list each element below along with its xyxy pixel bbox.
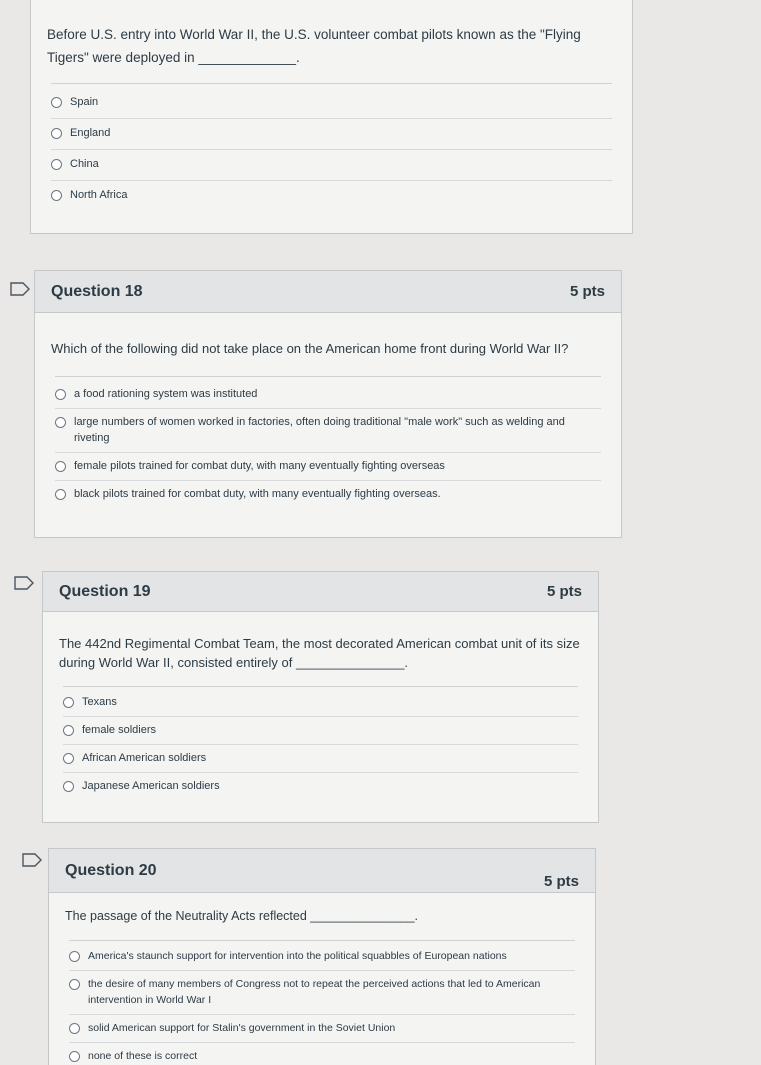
answer-label: England <box>70 127 111 139</box>
answer-label: none of these is correct <box>88 1050 198 1062</box>
answer-option[interactable] <box>51 150 612 181</box>
answer-label: the desire of many members of Congress not to repeat the perceived actions that led to American intervention in World War I <box>88 978 541 1006</box>
question-points: 5 pts <box>546 583 582 600</box>
question-19-header <box>43 572 598 612</box>
answer-option[interactable] <box>51 181 612 211</box>
answer-option[interactable] <box>55 481 601 508</box>
radio-button[interactable] <box>63 725 74 736</box>
question-18-answers <box>35 377 621 508</box>
question-19-answers <box>43 687 598 800</box>
answer-option[interactable] <box>51 88 612 119</box>
answer-option[interactable] <box>63 773 578 800</box>
question-20-card <box>48 848 596 1065</box>
radio-button[interactable] <box>55 489 66 500</box>
answer-label: Spain <box>70 96 99 108</box>
radio-button[interactable] <box>55 461 66 472</box>
answer-option[interactable] <box>51 119 612 150</box>
answer-label: large numbers of women worked in factories, often doing traditional "male work" such as welding and riveting <box>74 416 565 444</box>
question-title: Question 20 <box>65 861 157 879</box>
answer-label: female pilots trained for combat duty, with many eventually fighting overseas <box>74 460 445 472</box>
answer-option[interactable] <box>69 943 575 971</box>
question-20-text: The passage of the Neutrality Acts reflected _______________. <box>65 909 419 923</box>
answer-label: solid American support for Stalin's government in the Soviet Union <box>88 1022 396 1034</box>
radio-button[interactable] <box>51 190 62 201</box>
radio-button[interactable] <box>51 159 62 170</box>
radio-button[interactable] <box>63 697 74 708</box>
answer-option[interactable] <box>63 745 578 773</box>
answer-label: Texans <box>82 696 117 708</box>
question-18-card <box>34 270 622 538</box>
radio-button[interactable] <box>63 753 74 764</box>
answer-option[interactable] <box>55 381 601 409</box>
answer-label: female soldiers <box>82 724 156 736</box>
question-points: 5 pts <box>569 283 605 300</box>
radio-button[interactable] <box>69 1051 80 1062</box>
answer-label: America's staunch support for intervention into the political squabbles of European nations <box>88 950 507 962</box>
answer-label: North Africa <box>70 189 128 201</box>
answer-option[interactable] <box>55 453 601 481</box>
question-20-header <box>49 849 595 893</box>
radio-button[interactable] <box>55 417 66 428</box>
radio-button[interactable] <box>69 951 80 962</box>
radio-button[interactable] <box>55 389 66 400</box>
answer-label: China <box>70 158 99 170</box>
question-18-text: Which of the following did not take place on the American home front during World War II? <box>51 341 569 356</box>
question-19-card <box>42 571 599 823</box>
question-17-text-line2: Tigers" were deployed in _____________. <box>47 50 300 65</box>
question-points: 5 pts <box>543 873 579 890</box>
question-17-answers <box>31 84 632 211</box>
question-17-text <box>47 23 616 69</box>
radio-button[interactable] <box>69 979 80 990</box>
radio-button[interactable] <box>69 1023 80 1034</box>
answer-label: black pilots trained for combat duty, with many eventually fighting overseas. <box>74 488 441 500</box>
question-17-card <box>30 0 633 234</box>
question-19-text: The 442nd Regimental Combat Team, the most decorated American combat unit of its size during World War II, consisted entirely of _______________. <box>59 636 580 670</box>
flag-question-icon[interactable] <box>22 853 42 867</box>
flag-question-icon[interactable] <box>10 282 30 296</box>
radio-button[interactable] <box>51 128 62 139</box>
answer-option[interactable] <box>63 689 578 717</box>
question-17-text-line1: Before U.S. entry into World War II, the U.S. volunteer combat pilots known as the "Flying <box>47 27 581 42</box>
radio-button[interactable] <box>63 781 74 792</box>
question-title: Question 18 <box>51 282 143 300</box>
answer-label: Japanese American soldiers <box>82 780 220 792</box>
question-20-answers <box>49 941 595 1065</box>
question-title: Question 19 <box>59 582 151 600</box>
answer-option[interactable] <box>69 1015 575 1043</box>
flag-question-icon[interactable] <box>14 576 34 590</box>
radio-button[interactable] <box>51 97 62 108</box>
answer-option[interactable] <box>55 409 601 453</box>
answer-option[interactable] <box>63 717 578 745</box>
answer-label: a food rationing system was instituted <box>74 388 258 400</box>
answer-option[interactable] <box>69 971 575 1015</box>
answer-label: African American soldiers <box>82 752 207 764</box>
question-18-header <box>35 271 621 313</box>
answer-option[interactable] <box>69 1043 575 1065</box>
